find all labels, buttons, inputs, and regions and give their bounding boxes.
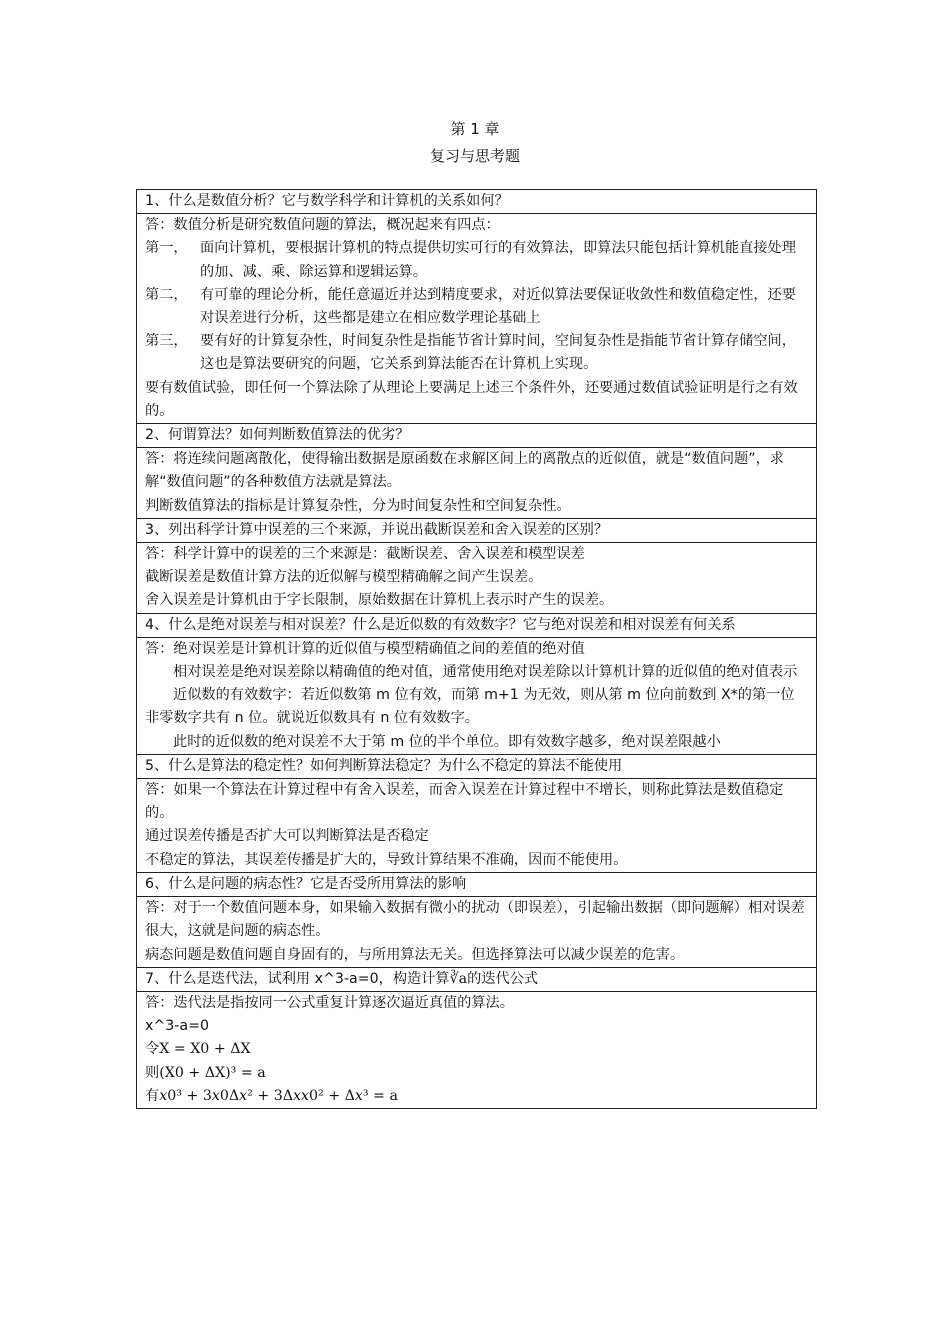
question-text: 5、什么是算法的稳定性？如何判断算法稳定？为什么不稳定的算法不能使用 (145, 757, 623, 774)
equation-line: x^3-a=0 (145, 1018, 210, 1035)
equation-line (145, 1038, 808, 1061)
answer-cell (137, 637, 817, 754)
answer-cell (137, 448, 817, 519)
question-cell (137, 754, 817, 778)
question-row (137, 190, 817, 214)
question-row (137, 613, 817, 637)
answer-row (137, 779, 817, 873)
equation-line (145, 1085, 808, 1108)
question-row (137, 518, 817, 542)
question-text-after: 的迭代公式 (467, 970, 539, 987)
answer-line: 答：如果一个算法在计算过程中有舍入误差，而舍入误差在计算过程中不增长，则称此算法是数值稳定的。 (145, 782, 784, 822)
question-row (137, 754, 817, 778)
equation-prefix: 令 (145, 1041, 160, 1058)
answer-line: 答：将连续问题离散化，使得输出数据是原函数在求解区间上的离散点的近似值，就是“数值问题”，求解“数值问题”的各种数值方法就是算法。 (145, 451, 784, 491)
answer-cell (137, 214, 817, 424)
question-cell (137, 967, 817, 991)
question-text (145, 968, 808, 991)
equation-line (145, 1062, 808, 1085)
answer-point (145, 284, 808, 330)
point-label: 第三， (145, 333, 188, 350)
page-subtitle: 复习与思考题 (429, 147, 520, 165)
answer-row (137, 897, 817, 968)
equation-formula: X = X0 + ΔX (159, 1041, 251, 1058)
question-text-before: 7、什么是迭代法，试利用 x^3-a=0，构造计算 (145, 970, 450, 987)
cube-root-a-formula: ∛a (449, 970, 468, 987)
answer-line: 不稳定的算法，其误差传播是扩大的，导致计算结果不准确，因而不能使用。 (145, 851, 628, 868)
question-cell (137, 424, 817, 448)
answer-line: 答：迭代法是指按同一公式重复计算逐次逼近真值的算法。 (145, 994, 514, 1011)
answer-line: 答：科学计算中的误差的三个来源是：截断误差、舍入误差和模型误差 (145, 546, 585, 563)
question-text: 6、什么是问题的病态性？它是否受所用算法的影响 (145, 875, 467, 892)
answer-row (137, 448, 817, 519)
equation-formula: (X0 + ΔX)³ = a (159, 1064, 266, 1081)
answer-line: 要有数值试验，即任何一个算法除了从理论上要满足上述三个条件外，还要通过数值试验证明是行之有效的。 (145, 379, 798, 419)
answer-row (137, 991, 817, 1108)
answer-line: 答：绝对误差是计算机计算的近似值与模型精确值之间的差值的绝对值 (145, 640, 585, 657)
question-text: 2、何谓算法？如何判断数值算法的优劣？ (145, 427, 410, 444)
answer-line: 通过误差传播是否扩大可以判断算法是否稳定 (145, 828, 429, 845)
question-row (137, 967, 817, 991)
chapter-title: 第 1 章 (450, 120, 500, 138)
question-cell (137, 518, 817, 542)
point-text: 要有好的计算复杂性，时间复杂性是指能节省计算时间，空间复杂性是指能节省计算存储空间，这也是算法要研究的问题，它关系到算法能否在计算机上实现。 (200, 333, 796, 373)
answer-line: 舍入误差是计算机由于字长限制，原始数据在计算机上表示时产生的误差。 (145, 592, 614, 609)
question-cell (137, 613, 817, 637)
point-text: 面向计算机，要根据计算机的特点提供切实可行的有效算法，即算法只能包括计算机能直接处理的加、减、乘、除运算和逻辑运算。 (200, 240, 796, 280)
answer-cell (137, 779, 817, 873)
answer-line: 答：对于一个数值问题本身，如果输入数据有微小的扰动（即误差），引起输出数据（即问题解）相对误差很大，这就是问题的病态性。 (145, 900, 805, 940)
answer-row (137, 214, 817, 424)
question-row (137, 424, 817, 448)
answer-line: 近似数的有效数字：若近似数第 m 位有效，而第 m+1 为无效，则从第 m 位向前数到 X*的第一位非零数字共有 n 位。就说近似数具有 n 位有效数字。 (145, 687, 795, 727)
answer-line: 相对误差是绝对误差除以精确值的绝对值，通常使用绝对误差除以计算机计算的近似值的绝对值表示 (173, 664, 798, 681)
answer-line: 答：数值分析是研究数值问题的算法，概况起来有四点： (145, 217, 500, 234)
question-text: 3、列出科学计算中误差的三个来源，并说出截断误差和舍入误差的区别？ (145, 521, 609, 538)
question-row (137, 872, 817, 896)
question-text: 1、什么是数值分析？它与数学科学和计算机的关系如何？ (145, 193, 509, 209)
answer-line: 截断误差是数值计算方法的近似解与模型精确解之间产生误差。 (145, 569, 543, 586)
answer-row (137, 543, 817, 614)
answer-line: 病态问题是数值问题自身固有的，与所用算法无关。但选择算法可以减少误差的危害。 (145, 946, 685, 963)
point-label: 第二， (145, 286, 188, 303)
equation-formula: 𝑥0³ + 3𝑥0Δ𝑥² + 3Δ𝑥𝑥0² + Δ𝑥³ = a (159, 1087, 398, 1104)
answer-point (145, 237, 808, 283)
answer-line: 判断数值算法的指标是计算复杂性，分为时间复杂性和空间复杂性。 (145, 497, 571, 514)
point-label: 第一， (145, 240, 188, 257)
question-cell (137, 872, 817, 896)
equation-prefix: 有 (145, 1087, 160, 1104)
answer-cell (137, 991, 817, 1108)
answer-point (145, 330, 808, 376)
answer-line: 此时的近似数的绝对误差不大于第 m 位的半个单位。即有效数字越多，绝对误差限越小 (173, 733, 721, 750)
answer-cell (137, 543, 817, 614)
answer-row (137, 637, 817, 754)
answer-cell (137, 897, 817, 968)
point-text: 有可靠的理论分析，能任意逼近并达到精度要求，对近似算法要保证收敛性和数值稳定性，还要对误差进行分析，这些都是建立在相应数学理论基础上 (200, 286, 796, 327)
question-text: 4、什么是绝对误差与相对误差？什么是近似数的有效数字？它与绝对误差和相对误差有何关系 (145, 616, 736, 633)
question-cell (137, 190, 817, 214)
equation-prefix: 则 (145, 1064, 160, 1081)
qa-table (136, 189, 817, 1109)
